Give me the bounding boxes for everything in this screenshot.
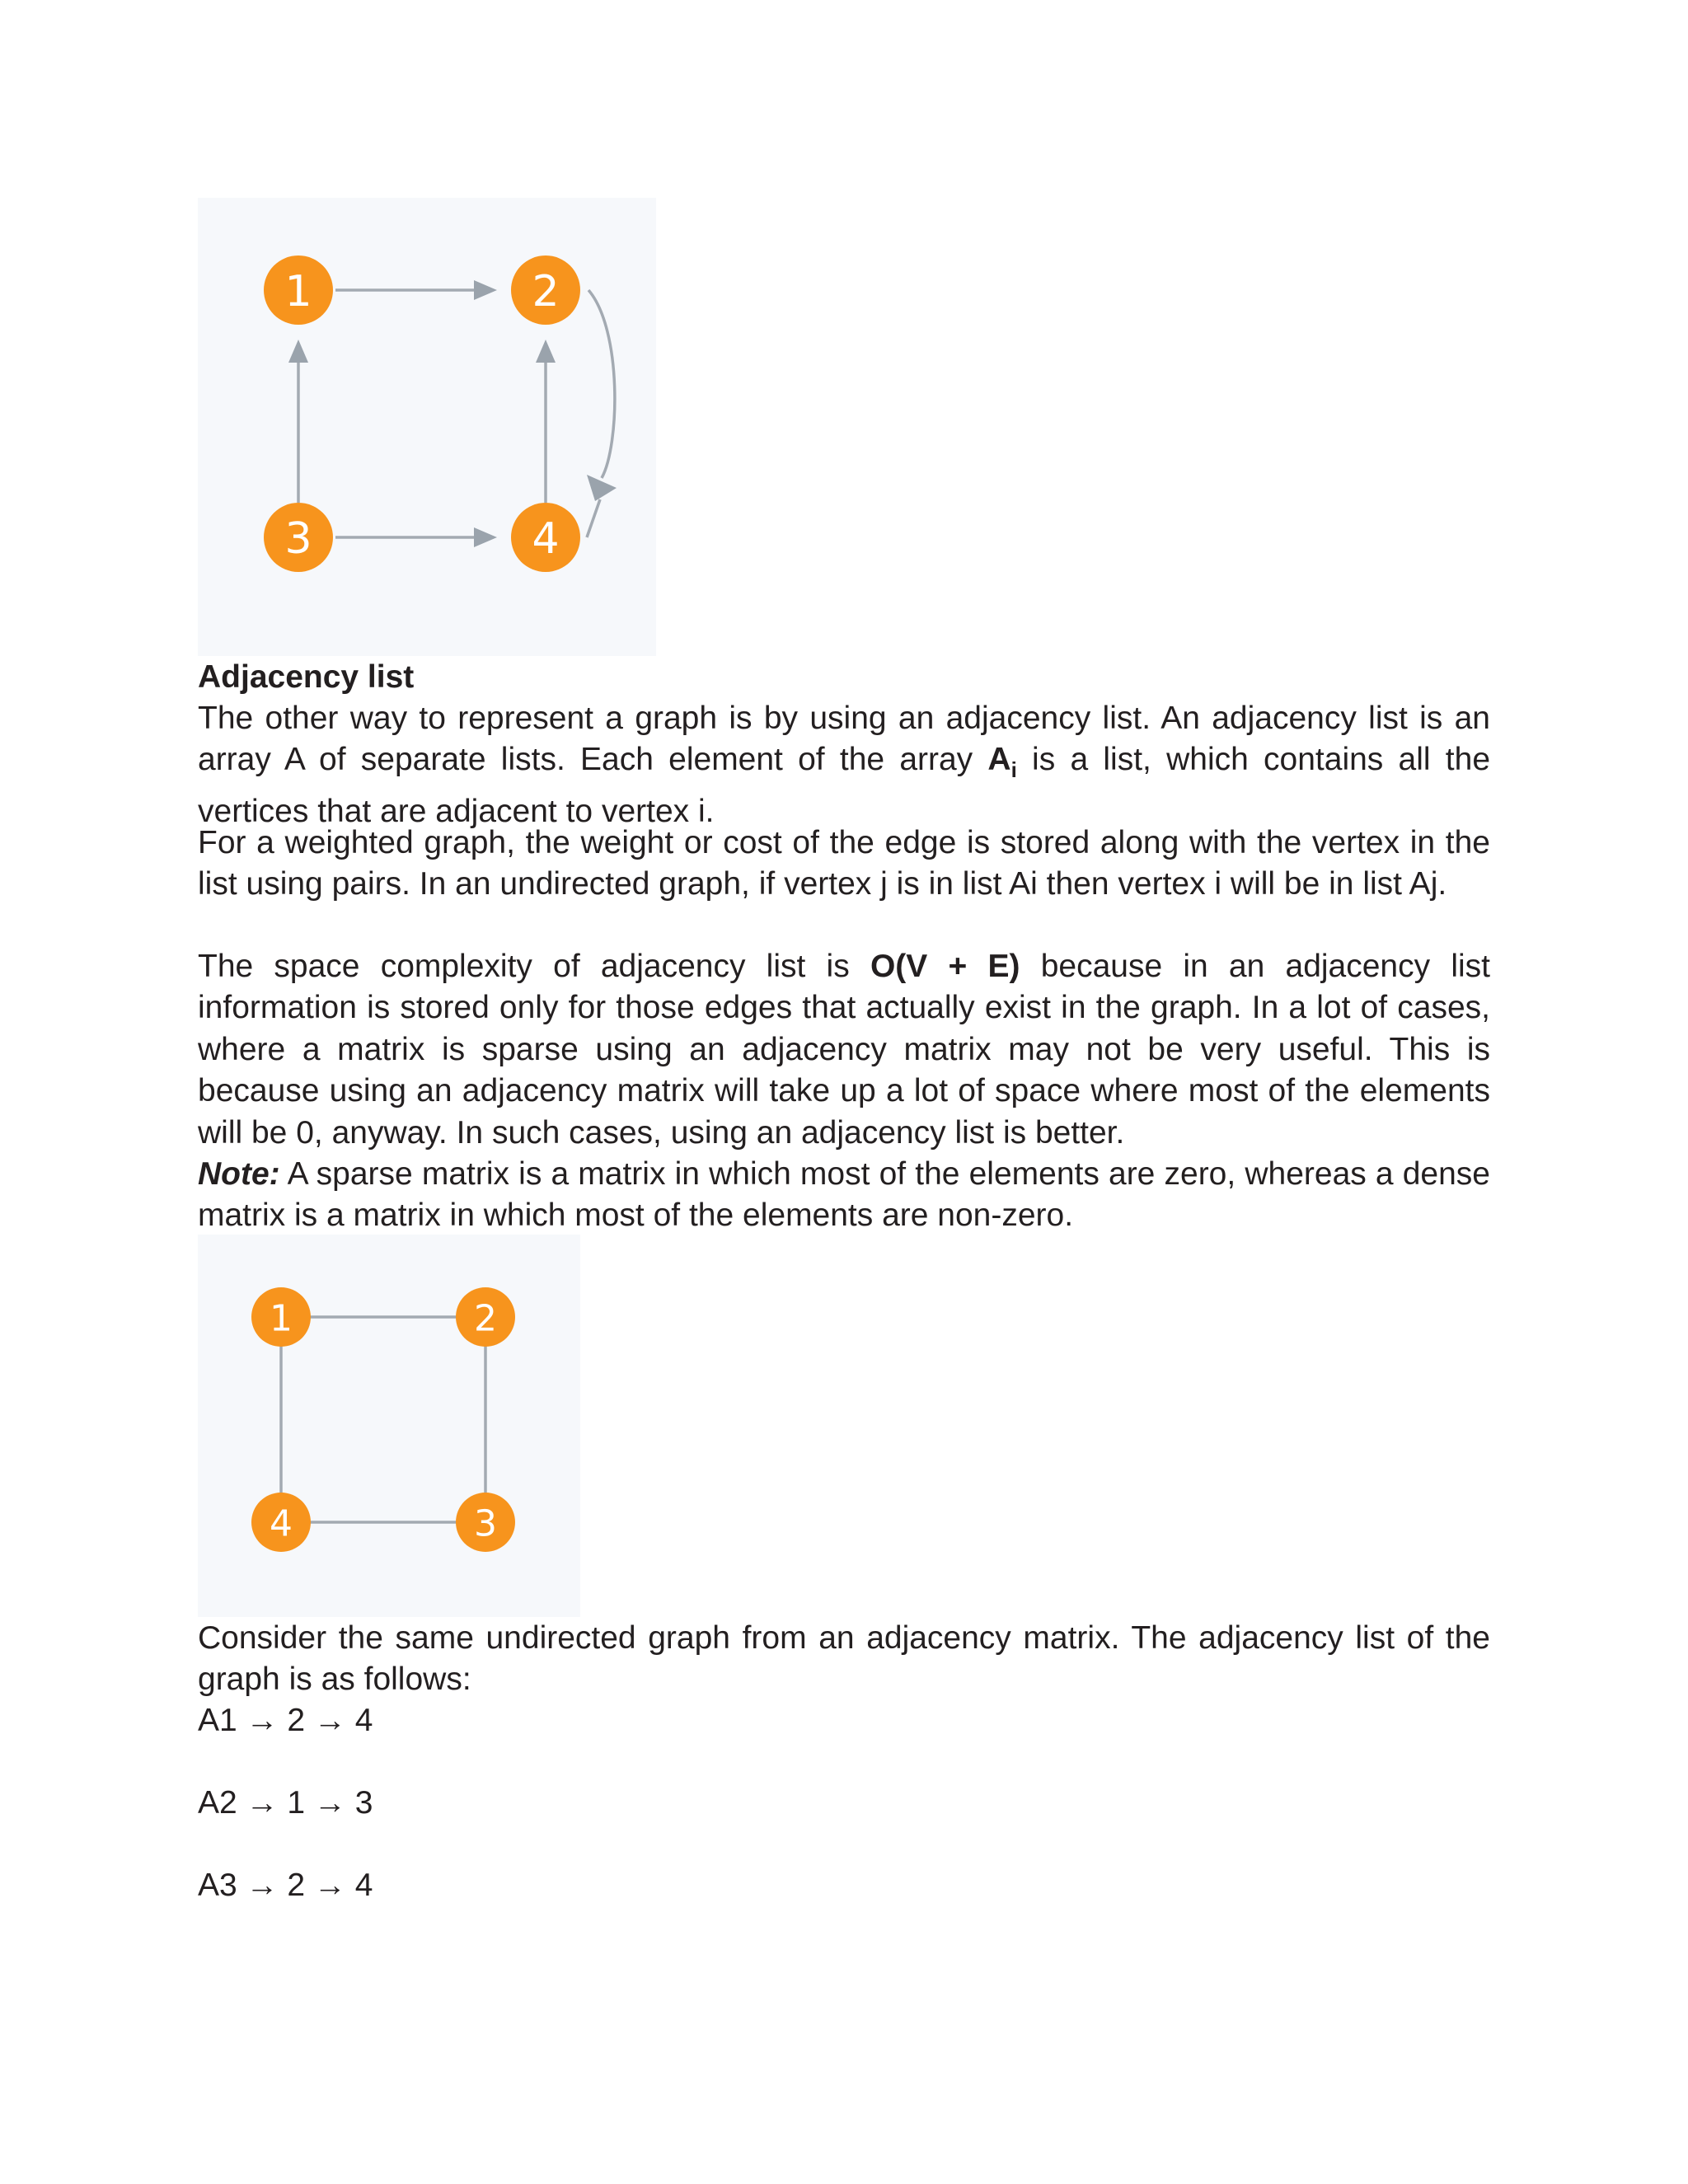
edge-2-to-4-curve [588, 290, 615, 478]
arrowhead-1-to-2 [474, 280, 497, 300]
arrowhead-2-to-4 [587, 475, 617, 501]
directed-graph-figure [198, 198, 656, 656]
array-symbol [987, 742, 1017, 783]
node-label-3: 3 [284, 514, 312, 564]
weighted-paragraph: For a weighted graph, the weight or cost of the edge is stored along with the vertex in the list using pairs. In an undirected graph, if vertex j is in list Ai then vertex i will be in list Aj. [198, 825, 1490, 902]
graph-node-3 [456, 1493, 515, 1552]
arrowhead-3-to-4 [474, 527, 497, 547]
node-label-1: 1 [284, 267, 312, 316]
space-text-1: The space complexity of adjacency list is [198, 949, 870, 984]
adjacency-list-a2: A2 → 1 → 3 [198, 1785, 373, 1821]
array-symbol-letter: A [987, 742, 1011, 778]
node-label-2: 2 [532, 267, 560, 316]
undirected-graph-figure [198, 1235, 580, 1617]
note-text: A sparse matrix is a matrix in which most of the elements are zero, whereas a dense matrix is a matrix in which most of the elements are non-zero. [198, 1156, 1490, 1234]
space-complexity-formula: O(V + E) [870, 949, 1020, 984]
node-label-3: 3 [474, 1502, 497, 1545]
space-text-2: because in an adjacency list information is stored only for those edges that actually exist in the graph. In a lot of cases, where a matrix is sparse using an adjacency matrix may not be very useful. This is because using an adjacency matrix will take up a lot of space where most of the elements will be 0, anyway. In such cases, using an adjacency list is better. [198, 949, 1490, 1151]
intro-text-1: The other way to represent a graph is by using an adjacency list. An adjacency list is an array A of separate lists. Each element of the array [198, 701, 1490, 778]
adjacency-list-a3: A3 → 2 → 4 [198, 1868, 373, 1903]
graph-node-4 [511, 503, 580, 572]
directed-graph-svg [198, 198, 656, 656]
space-complexity-paragraph [198, 946, 1490, 1154]
adjacency-list-a1: A1 → 2 → 4 [198, 1703, 373, 1738]
note-paragraph [198, 1154, 1490, 1237]
node-label-1: 1 [270, 1297, 293, 1340]
node-label-2: 2 [474, 1297, 497, 1340]
arrowhead-3-to-1 [288, 340, 308, 363]
consider-paragraph: Consider the same undirected graph from an adjacency matrix. The adjacency list of the graph is as follows: [198, 1620, 1490, 1698]
edge-2-to-4-tail [587, 499, 600, 537]
intro-text-2: is a list, which contains all the vertices that are adjacent to vertex i. [198, 742, 1491, 829]
array-symbol-subscript: i [1010, 757, 1017, 783]
node-label-4: 4 [270, 1502, 293, 1545]
note-label: Note: [198, 1156, 280, 1192]
graph-node-2 [511, 255, 580, 325]
undirected-graph-svg [198, 1235, 580, 1617]
arrowhead-4-to-2 [536, 340, 556, 363]
graph-node-2 [456, 1287, 515, 1347]
graph-node-1 [264, 255, 333, 325]
graph-node-3 [264, 503, 333, 572]
graph-node-4 [251, 1493, 311, 1552]
section-heading: Adjacency list [198, 659, 415, 695]
graph-node-1 [251, 1287, 311, 1347]
intro-paragraph [198, 698, 1490, 832]
node-label-4: 4 [532, 514, 560, 564]
